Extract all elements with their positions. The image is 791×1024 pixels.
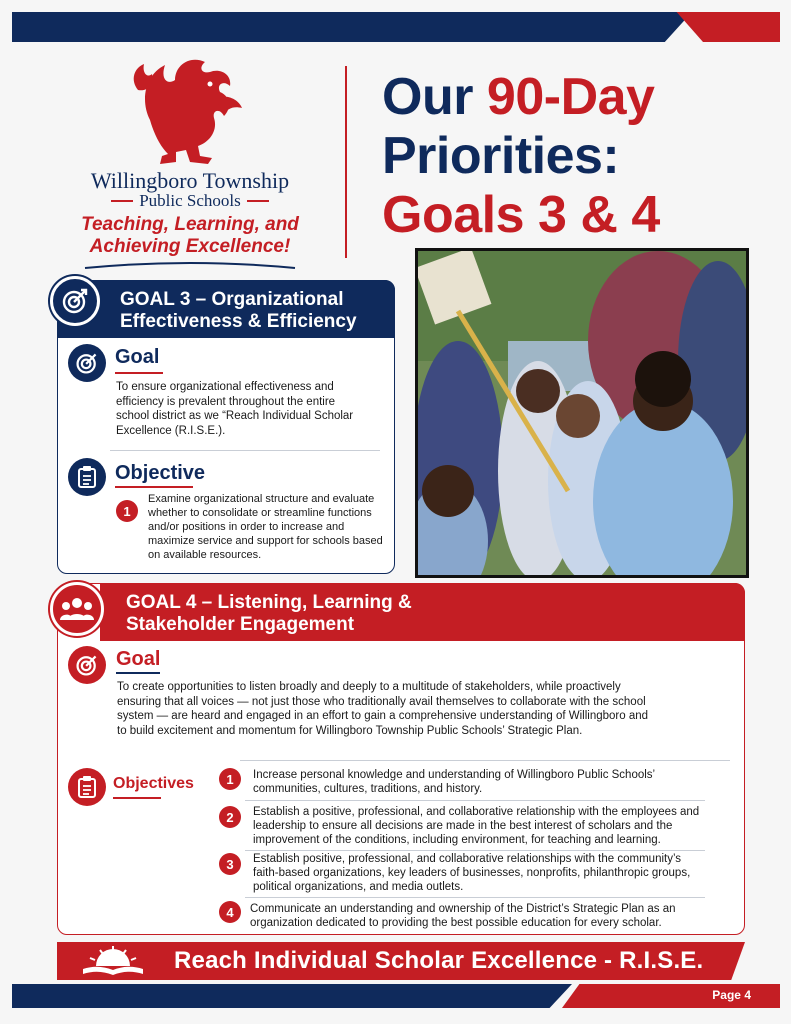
- clipboard-icon: [76, 465, 98, 489]
- goal-3-title-line-2: Effectiveness & Efficiency: [120, 311, 357, 332]
- goal-4-title: [126, 592, 412, 636]
- goal-4-objective-separator-3: [245, 897, 705, 898]
- goal-4-objective-separator-2: [245, 850, 705, 851]
- goal-4-objective-2-text: Establish a positive, professional, and collaborative relationship with the employees and leadership to ensure all decisions are made in the best interest of scholars and the improvement of the conditions, including environment, for teaching and learning.: [253, 806, 700, 846]
- goal-4-objective-separator-1: [245, 800, 705, 801]
- goal-4-objective-2-number: 2: [219, 806, 241, 828]
- goal-3-goal-icon: [68, 344, 106, 382]
- title-goals: Goals 3 & 4: [382, 186, 660, 244]
- griffin-logo-icon: [120, 50, 260, 168]
- logo-swoosh: [80, 260, 300, 270]
- goal-4-objective-3-number: 3: [219, 853, 241, 875]
- logo-tagline-2: Achieving Excellence!: [89, 236, 291, 257]
- logo-subtitle: [60, 192, 320, 210]
- goal-4-goal-underline: [116, 672, 160, 674]
- clipboard-icon: [76, 775, 98, 799]
- students-photo-illustration: [418, 251, 749, 578]
- goal-3-objective-1-text: Examine organizational structure and evaluate whether to consolidate or streamline functions and/or positions in order to increase and maximize service and support for schools based on available resources.: [148, 493, 383, 561]
- goal-3-goal-text: To ensure organizational effectiveness and efficiency is prevalent throughout the entire school district as we “Reach Individual Scholar Excellence (R.I.S.E.).: [116, 381, 354, 437]
- goal-4-title-line-2: Stakeholder Engagement: [126, 614, 355, 635]
- target-icon: [75, 351, 99, 375]
- goal-4-objective-3-text: Establish positive, professional, and collaborative relationships with the community’s faith-based organizations, key leaders of businesses, nonprofits, philanthropic groups, political organizations, and media outlets.: [253, 853, 691, 893]
- sunrise-book-icon: [78, 944, 148, 978]
- people-group-icon: [60, 596, 94, 622]
- page-number: Page 4: [712, 988, 751, 1002]
- logo-sub-text: Public Schools: [139, 191, 241, 210]
- goal-4-objectives-icon: [68, 768, 106, 806]
- logo-district-name: Willingboro Township: [90, 168, 290, 193]
- title-our: Our: [382, 68, 487, 126]
- title-90-day: 90-Day: [486, 68, 655, 126]
- top-decorative-bar: [12, 12, 780, 42]
- title-priorities: Priorities:: [382, 127, 620, 185]
- goal-4-title-line-1: GOAL 4 – Listening, Learning &: [126, 592, 412, 613]
- goal-3-objective-1-number: 1: [116, 500, 138, 522]
- goal-4-objective-1-number: 1: [219, 768, 241, 790]
- target-icon: [61, 287, 89, 315]
- goal-3-objective-underline: [115, 486, 193, 488]
- goal-3-goal-heading: Goal: [115, 346, 160, 368]
- goal-4-badge: [50, 582, 104, 636]
- logo-rule-left: [111, 200, 133, 202]
- bottom-decorative-bar: [12, 984, 780, 1008]
- page-title: [382, 68, 660, 245]
- goal-3-goal-underline: [115, 372, 163, 374]
- target-icon: [75, 653, 99, 677]
- goal-4-objective-4-text: Communicate an understanding and ownership of the District’s Strategic Plan as an organization dedicated to providing the best possible education for every scholar.: [250, 903, 676, 929]
- goal-4-objective-4-number: 4: [219, 901, 241, 923]
- goal-4-objectives-underline: [113, 797, 161, 799]
- district-logo: [60, 50, 320, 270]
- header-divider: [345, 66, 347, 258]
- goal-4-objectives-heading: Objectives: [113, 775, 194, 792]
- goal-4-objective-1-text: Increase personal knowledge and understanding of Willingboro Public Schools’ communities, cultures, traditions, and history.: [253, 769, 655, 795]
- goal-3-title-line-1: GOAL 3 – Organizational: [120, 289, 344, 310]
- goal-4-objectives-top-rule: [240, 760, 730, 761]
- goal-3-separator: [110, 450, 380, 451]
- goal-4-goal-icon: [68, 646, 106, 684]
- goal-3-objective-icon: [68, 458, 106, 496]
- logo-rule-right: [247, 200, 269, 202]
- goal-3-objective-heading: Objective: [115, 462, 206, 484]
- goal-3-badge: [50, 276, 100, 326]
- top-bar-navy: [12, 12, 692, 42]
- students-photo: [415, 248, 749, 578]
- goal-3-title: [120, 289, 357, 333]
- goal-4-goal-heading: Goal: [116, 648, 161, 670]
- goal-4-goal-text: To create opportunities to listen broadly and deeply to a multitude of stakeholders, while proactively ensuring that all voices — not just those who traditionally avail themselves to collaborate with the school system — are heard and engaged in an effort to gain a comprehensive understanding of Willingboro and to build excitement and momentum for Willingboro Township Public Schools’ Strategic Plan.: [117, 681, 649, 737]
- bottom-bar-navy: [12, 984, 572, 1008]
- rise-banner-text: Reach Individual Scholar Excellence - R.I.S.E.: [174, 947, 704, 974]
- top-bar-red: [670, 12, 780, 42]
- logo-tagline-1: Teaching, Learning, and: [81, 214, 299, 235]
